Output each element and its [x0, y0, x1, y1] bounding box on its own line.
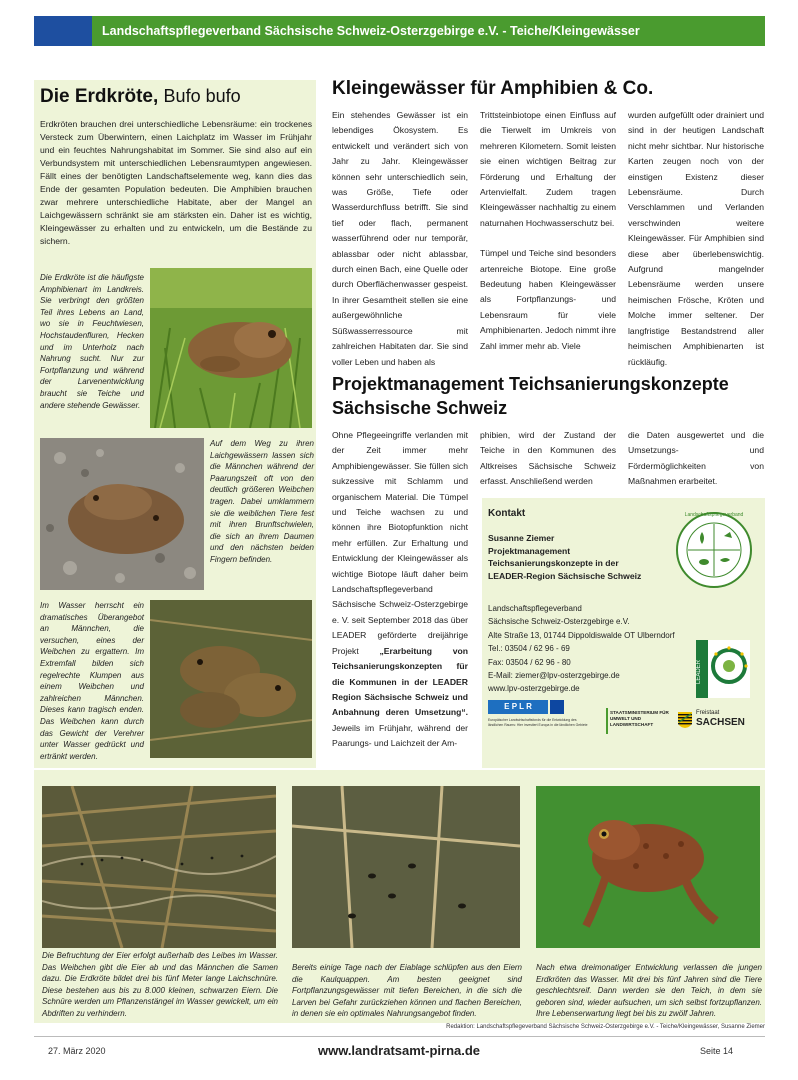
- toad-pair-on-gravel-photo: [40, 438, 204, 590]
- contact-email: E-Mail: ziemer@lpv-osterzgebirge.de: [488, 671, 620, 681]
- eu-funding-text: Europäischer Landwirtschaftsfonds für die Entwicklung des ländlichen Raums: Hier investiert Europa in die ländlichen Gebiete: [488, 718, 588, 727]
- contact-box: [482, 498, 765, 768]
- article1-col3: wurden aufgefüllt oder drainiert und sind in der heutigen Landschaft nicht mehr sichtbar. Nur historische Karten zeugen noch von der einstigen Existenz dieser Lebensräume. Durch Verschlammen und Verlanden verschwinden weitere Kleingewässer. Für Amphibien sind diese aber überlebenswichtig. Aufgrund mangelnder Lebensräume werden unsere heimischen Frösche, Kröten und Molche immer seltener. Der langfristige Bestandstrend aller heimischen Amphibienarten ist rückläufig.: [628, 110, 764, 367]
- bottom-caption-3: Nach etwa dreimonatiger Entwicklung verlassen die jungen Erdkröten das Wasser. Mit drei bis fünf Jahren sind die Tiere geschlechtsreif. Dann werden sie den Teich, in dem sie geboren sind, wieder aufsuchen, um sich selbst fortzupflanzen. Ihre Lebenserwartung liegt bei bis zu zwölf Jahren.: [536, 963, 762, 1019]
- photo-caption-3: Im Wasser herrscht ein dramatisches Überangebot an Männchen, die versuchen, eines der Weibchen zu ergattern. Im Extremfall bilden sich regelrechte Klumpen aus einem Weibchen und zahlreichen Männchen. Dieses kann tragisch enden. Das Weibchen kann durch das Gewicht der Verehrer unter Wasser gedrückt und ertränkt werden.: [40, 601, 144, 761]
- contact-person: Susanne Ziemer Projektmanagement Teichsanierungskonzepte in der LEADER-Region Sächsische Schweiz: [488, 533, 642, 581]
- contact-website: www.lpv-osterzgebirge.de: [488, 684, 580, 694]
- smul-logo: STAATSMINISTERIUM FÜR UMWELT UND LANDWIRTSCHAFT: [610, 710, 672, 728]
- spawn-strings-photo: [42, 786, 276, 948]
- toad-cluster-in-water-photo: [150, 600, 312, 758]
- footer-page-number: Seite 14: [700, 1046, 734, 1056]
- eu-flag-icon: [550, 700, 564, 714]
- erdkroete-heading: Die Erdkröte, Bufo bufo: [40, 86, 241, 107]
- contact-label: Kontakt: [488, 508, 526, 519]
- freistaat-sachsen-logo: Freistaat SACHSEN: [678, 708, 762, 734]
- bottom-caption-1: Die Befruchtung der Eier erfolgt außerhalb des Leibes im Wasser. Das Weibchen gibt die Eier ab und das Männchen die Samen dazu. Die Erdkröte bildet drei bis fünf Meter lange Laichschnüre. Diese bestehen aus bis zu 8.000 kleinen, schwarzen Eiern. Die Schnüre werden um Pflanzenstängel im Wasser gewickelt, um ein Abdriften zu verhindern.: [42, 951, 278, 1018]
- header-title: Landschaftspflegeverband Sächsische Schweiz-Osterzgebirge e.V. - Teiche/Kleingewässer: [92, 16, 765, 46]
- toad-in-grass-photo: [150, 268, 312, 428]
- photo-caption-1: Die Erdkröte ist die häufigste Amphibienart im Landkreis. Sie verbringt den größten Teil ihres Lebens an Land, wo sie in Feuchtwiesen, Hochstaudenfluren, Hecken und im Unterholz nach Nahrung sucht. Nur zur Fortpflanzung und während der Larvenentwicklung braucht sie Teiche und andere stehende Gewässer.: [40, 273, 144, 410]
- kleingewaesser-heading: Kleingewässer für Amphibien & Co.: [332, 78, 654, 99]
- lpv-logo: Landschaftspflegeverband: [674, 510, 754, 590]
- editorial-credit: Redaktion: Landschaftspflegeverband Sächsische Schweiz-Osterzgebirge e.V. - Teiche/Kleingewässer, Susanne Ziemer: [446, 1024, 765, 1030]
- article2-col2: phibien, wird der Zustand der Teiche in den Kommunen des Altkreises Sächsische Schweiz erfasst. Anschließend werden: [480, 430, 616, 487]
- tadpoles-photo: [292, 786, 520, 948]
- article1-col1: Ein stehendes Gewässer ist ein lebendiges Ökosystem. Es entwickelt und verändert sich von Jahr zu Jahr. Kleingewässer können sehr unterschiedlich sein, was Größe, Tiefe oder Wasserdurchfluss betrifft. Sie sind tief oder flach, permanent wasserführend oder nur temporär, ablassbar oder nicht ablassbar, durch einen Bach, eine Quelle oder durch Oberflächenwasser gespeist. In ihrer Gesamtheit stellen sie eine außergewöhnliche Süßwasserressource mit zahlreichen Habitaten dar. Sie sind voller Leben und haben als: [332, 110, 468, 367]
- young-toad-photo: [536, 786, 760, 948]
- bottom-caption-2: Bereits einige Tage nach der Eiablage schlüpfen aus den Eiern die Kaulquappen. Am besten geeignet sind Fortpflanzungsgewässer mit tiefen Bereichen, in die sich die Larven bei Gefahr zurückziehen können und flachen Bereichen, in denen sie ein optimales Nahrungsangebot finden.: [292, 963, 522, 1019]
- erdkroete-intro: Erdkröten brauchen drei unterschiedliche Lebensräume: ein trockenes Versteck zum Überwintern, einen Laichplatz im Wasser im Frühjahr und ein feuchtes Nahrungshabitat im Sommer. Sie sind also auf ein Verbundsystem mit unterschiedlichen Lebensraumtypen angewiesen. Fällt eines der benötigten Landschaftselemente weg, kann dies das Ende der gesamten Population bedeuten. Die Amphibien brauchen zwar mehrere unterschiedliche Habitate, aber der Mangel an Laichgewässern schränkt sie am stärksten ein. Daher ist es wichtig, Kleingewässer zu erhalten und zu entwickeln, um die Bestände zu sichern.: [40, 119, 312, 246]
- header-blue-block: [34, 16, 92, 46]
- photo-caption-2: Auf dem Weg zu ihren Laichgewässern lassen sich die Männchen während der Paarungszeit oft von den deutlich größeren Weibchen tragen. Dabei umklammern sie die weiblichen Tiere fest mit ihren Brunftschwielen, die sich an ihrem Daumen und den nächsten beiden Fingern befinden.: [210, 439, 314, 564]
- article2-col3: die Daten ausgewertet und die Umsetzungs- und Fördermöglichkeiten von Maßnahmen erarbeitet.: [628, 430, 764, 487]
- projektmanagement-heading: Projektmanagement Teichsanierungskonzepte Sächsische Schweiz: [332, 374, 729, 418]
- article2-col1: Ohne Pflegeeingriffe verlanden mit der Zeit immer mehr Amphibiengewässer. Sie füllen sich sukzessive mit Schlamm und organischem Material. Die Tümpel und Teiche wachsen zu und können ihre Biotopfunktion nicht mehr erfüllen. Zur Erhaltung und Entwicklung der Kleingewässer als wichtige Biotope läuft daher beim Landschaftspflegeverband Sächsische Schweiz-Osterzgebirge e. V. seit September 2018 das über LEADER geförderte dreijährige Projekt „Erarbeitung von Teichsanierungskonzepten für die Kommunen in der LEADER Region Sächsische Schweiz und Anbahnung deren Umsetzung“. Jeweils im Frühjahr, während der Paarungs- und Laichzeit der Am-: [332, 430, 468, 749]
- article1-col2: Trittsteinbiotope einen Einfluss auf die Tierwelt im Umkreis von mehreren Kilometern. Somit leisten sie einen wichtigen Beitrag zur Förderung und Erhaltung der Artenvielfalt. Zudem tragen Kleingewässer nachhaltig zu einem naturnahen Hochwasserschutz bei. Tümpel und Teiche sind besonders artenreiche Biotope. Eine große Bedeutung haben Kleingewässer als Fortpflanzungs- und Lebensraum für viele Amphibienarten. Jedoch nimmt ihre Zahl immer mehr ab. Viele: [480, 110, 616, 351]
- eplr-logo: E P L R: [488, 700, 548, 714]
- contact-address: Landschaftspflegeverband Sächsische Schweiz-Osterzgebirge e.V. Alte Straße 13, 01744 Dippoldiswalde OT Ulberndorf Tel.: 03504 / 62 96 - 69 Fax: 03504 / 62 96 - 80 E-Mail: ziemer@lpv-osterzgebirge.de www.lpv-osterzgebirge.de: [488, 602, 698, 696]
- footer-divider: [34, 1036, 765, 1037]
- leader-logo: LEADER: [696, 640, 750, 698]
- footer-website-link[interactable]: www.landratsamt-pirna.de: [317, 1043, 481, 1058]
- footer-date: 27. März 2020: [48, 1046, 106, 1056]
